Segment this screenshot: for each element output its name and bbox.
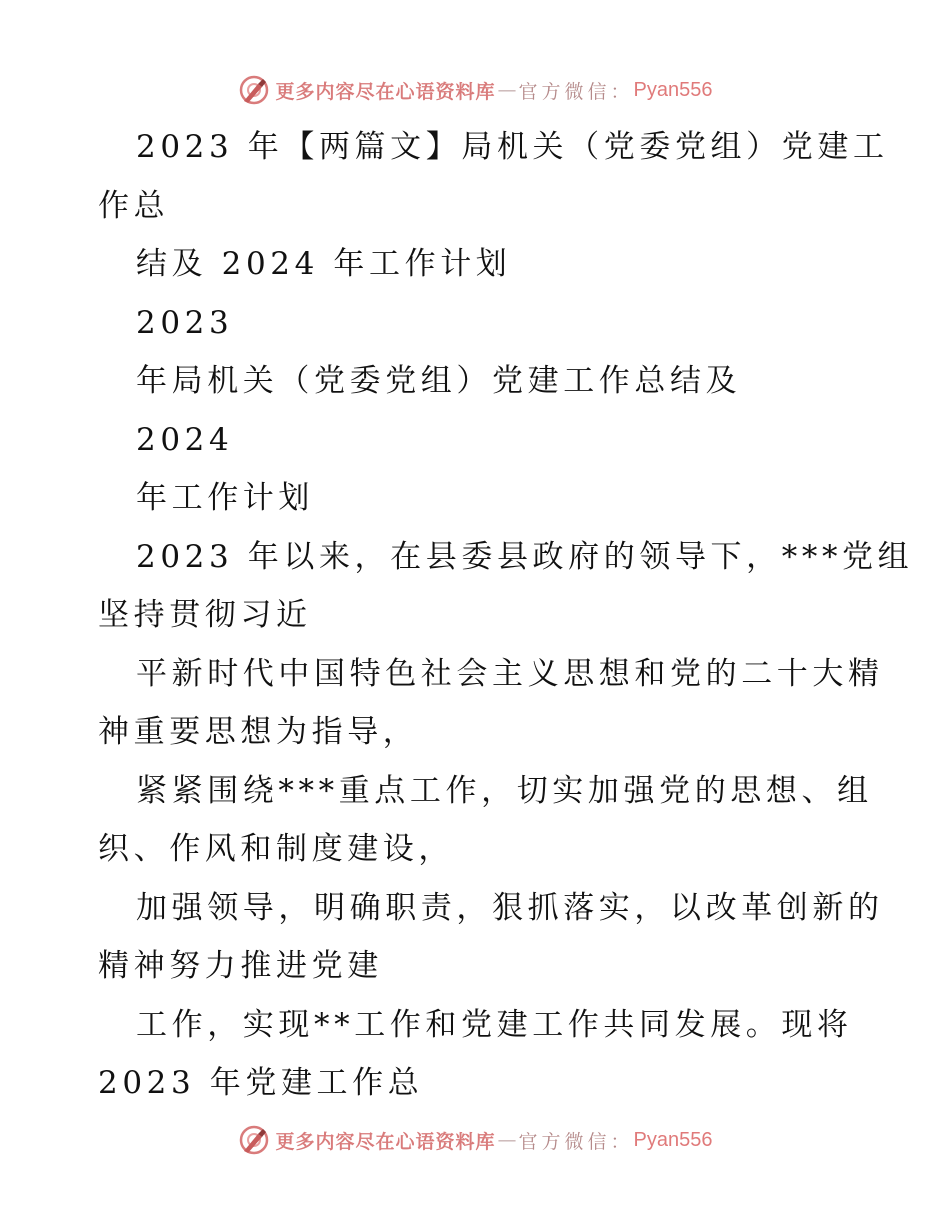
title-line-3: 结及 2024 年工作计划 (136, 246, 512, 282)
title-line-1: 2023 年【两篇文】局机关（党委党组）党建工 (136, 129, 889, 165)
watermark-dash: — (497, 1129, 517, 1151)
subtitle-line-2: 年局机关（党委党组）党建工作总结及 (136, 363, 742, 399)
title-line-2: 作总 (98, 187, 170, 224)
watermark-wechat-id: Pyan556 (633, 78, 713, 101)
document-body (98, 118, 914, 1113)
watermark-official-label: 官方微信： (518, 80, 634, 103)
paragraph-line: 2023 年以来，在县委县政府的领导下，***党组 (136, 538, 914, 575)
watermark-official-label: 官方微信： (518, 1130, 634, 1153)
watermark-text: 更多内容尽在心语资料库 (275, 80, 496, 103)
subtitle-line-1: 2023 (136, 304, 234, 341)
watermark-text: 更多内容尽在心语资料库 (275, 1130, 496, 1153)
paragraph-line: 坚持贯彻习近 (98, 597, 312, 633)
logo-pen-icon (238, 1124, 270, 1156)
paragraph-line: 工作，实现**工作和党建工作共同发展。现将 (136, 1006, 853, 1043)
paragraph-line: 紧紧围绕***重点工作，切实加强党的思想、组 (136, 772, 873, 809)
watermark-footer (0, 1120, 950, 1160)
paragraph-line: 神重要思想为指导， (98, 714, 419, 750)
watermark-dash: — (497, 79, 517, 101)
subtitle-line-3: 2024 (136, 421, 234, 458)
paragraph-line: 织、作风和制度建设， (98, 831, 454, 867)
paragraph-line: 平新时代中国特色社会主义思想和党的二十大精 (136, 655, 884, 692)
paragraph-line: 2023 年党建工作总 (98, 1065, 424, 1101)
paragraph-line: 精神努力推进党建 (98, 948, 383, 984)
subtitle-line-4: 年工作计划 (136, 480, 314, 516)
logo-pen-icon (238, 74, 270, 106)
paragraph-line: 加强领导，明确职责，狠抓落实，以改革创新的 (136, 889, 884, 926)
watermark-wechat-id: Pyan556 (633, 1128, 713, 1151)
watermark-header (0, 70, 950, 110)
